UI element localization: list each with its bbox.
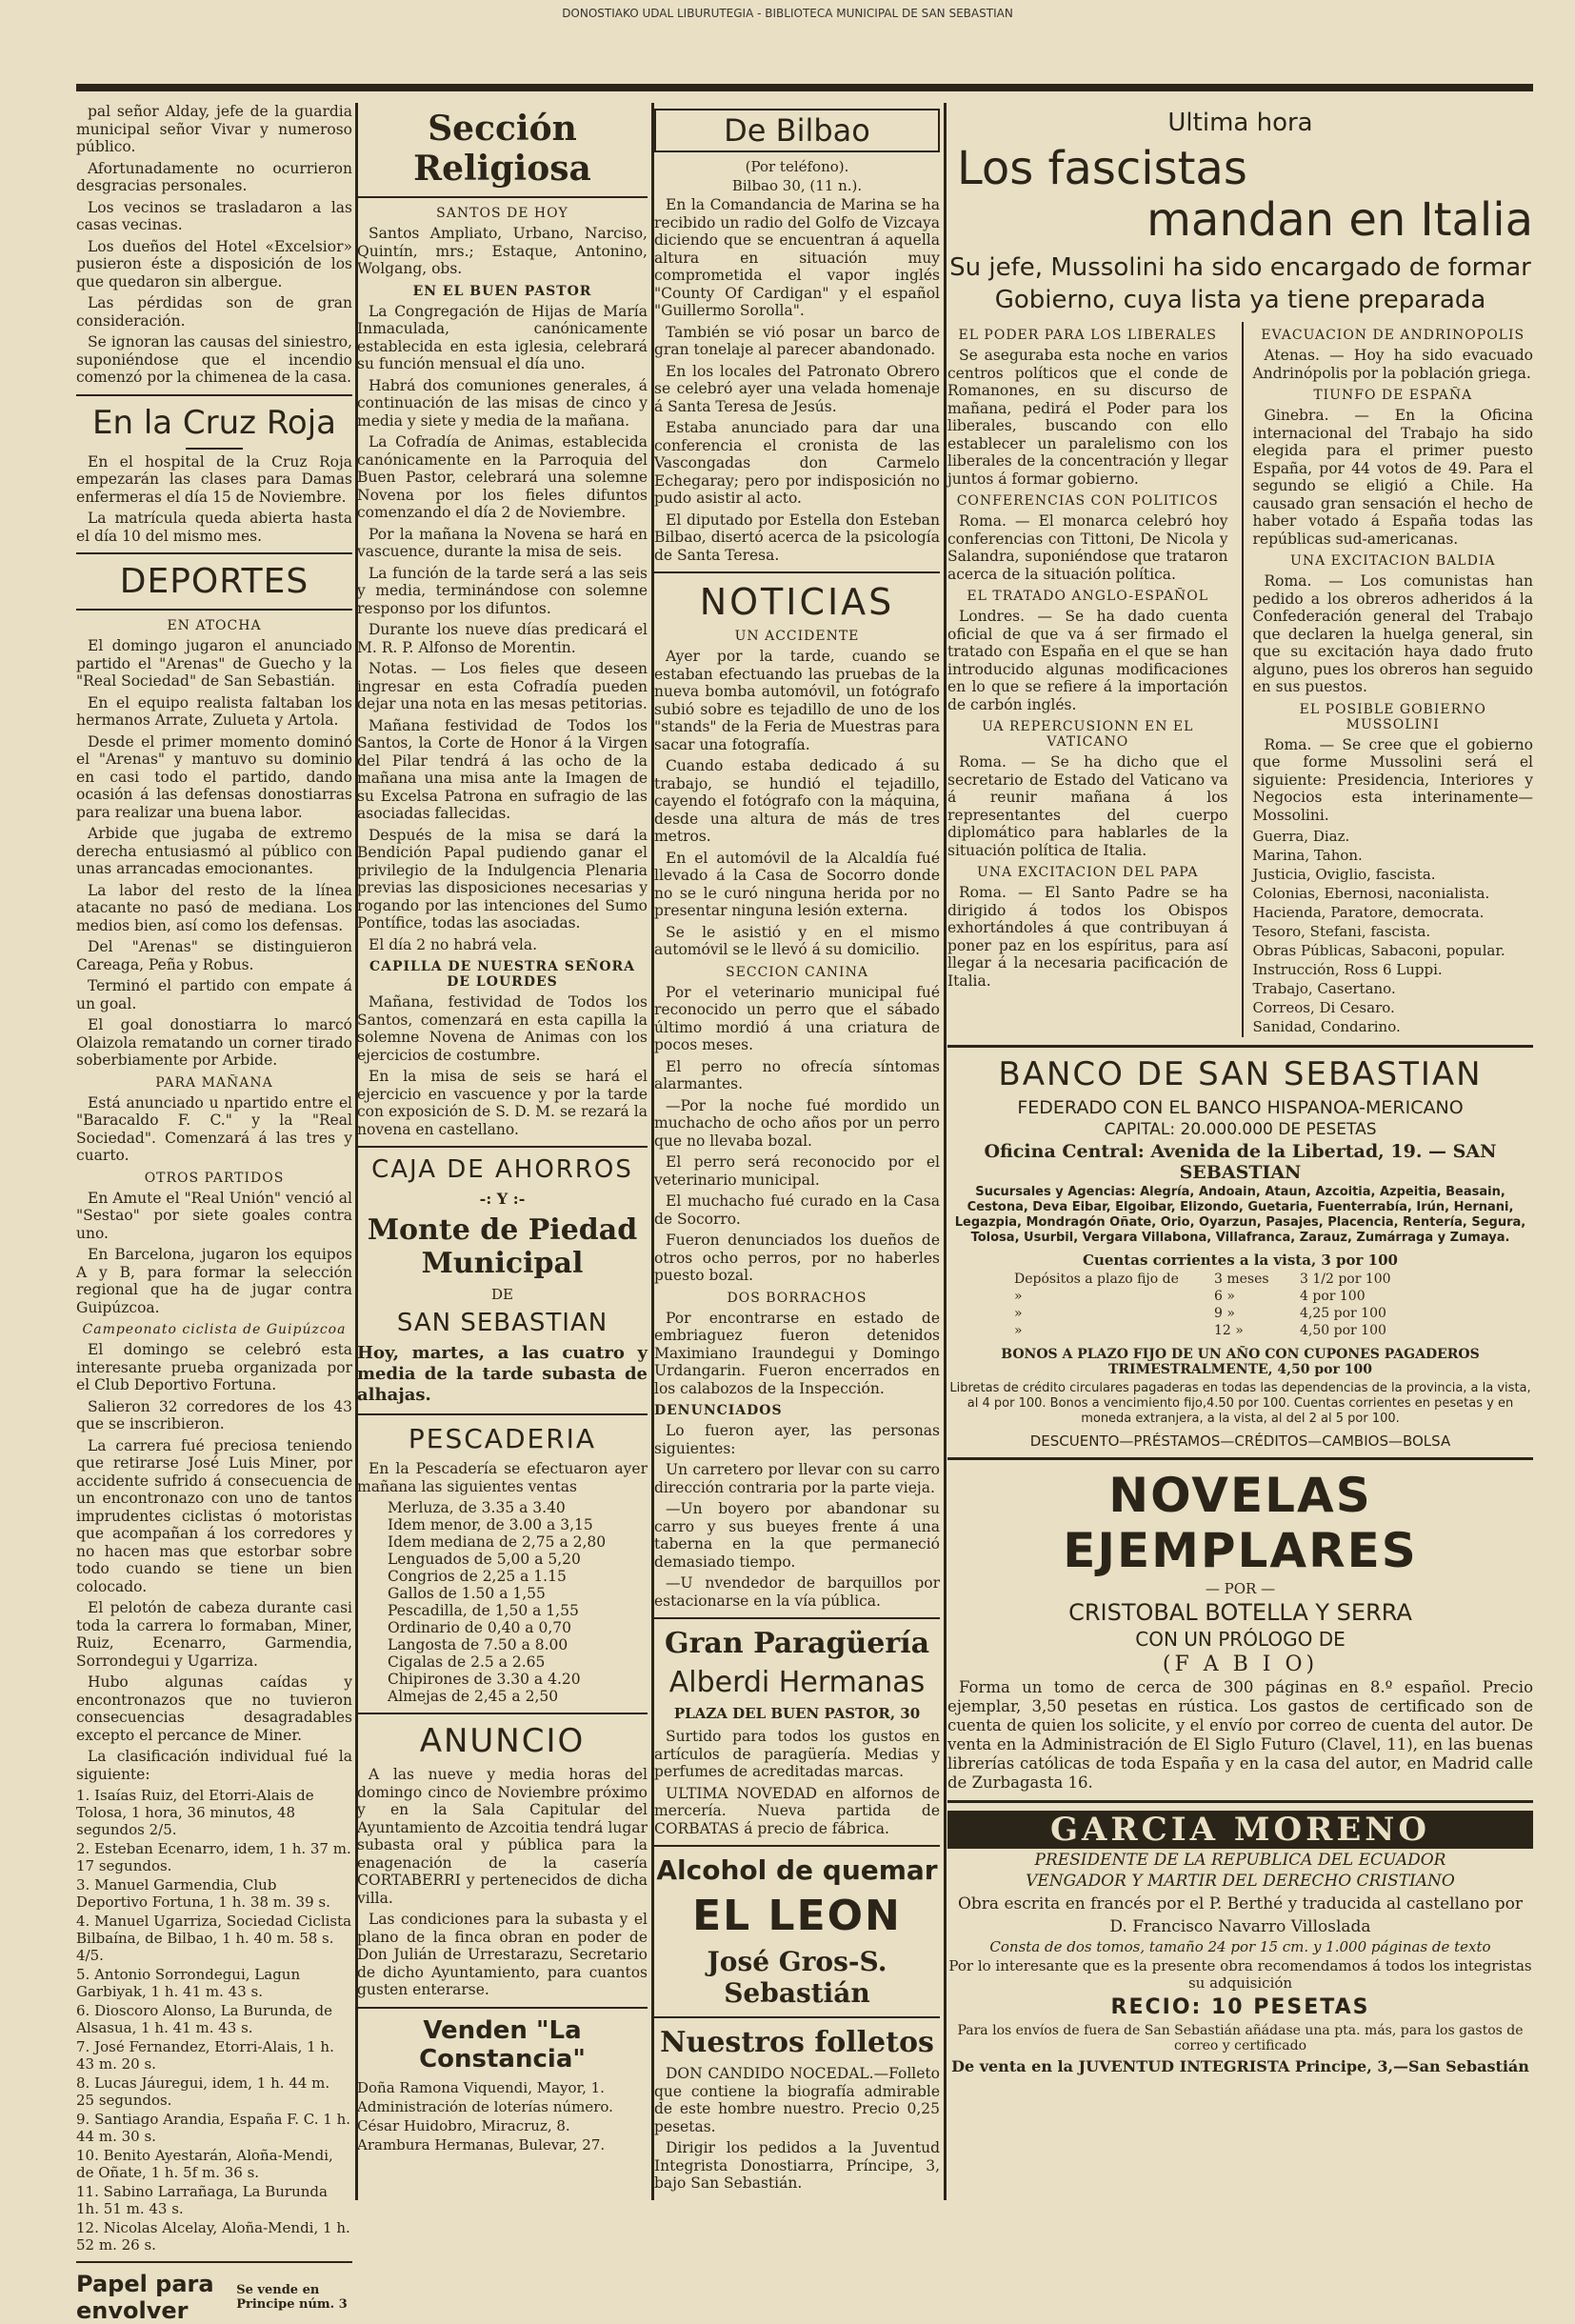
price-item: Idem mediana de 2,75 a 2,80	[388, 1533, 607, 1551]
novelas-title: NOVELAS EJEMPLARES	[1063, 1468, 1418, 1578]
rate-label: »	[1014, 1289, 1023, 1304]
divider	[357, 196, 648, 198]
monte-title: Monte de Piedad Municipal	[367, 1213, 638, 1280]
headline-1: Los fascistas	[957, 142, 1247, 195]
gobierno-item: Obras Públicas, Sabaconi, popular.	[1252, 942, 1505, 959]
paragraph: Por el veterinario municipal fué reconocido un perro que el sábado último mordió á una criatura de pocos meses.	[654, 983, 940, 1053]
capilla-head: CAPILLA DE NUESTRA SEÑORA DE LOURDES	[369, 959, 636, 990]
constancia-item: Administración de loterías número.	[357, 2097, 613, 2115]
pescaderia-title: PESCADERIA	[408, 1423, 597, 1454]
divider	[947, 1457, 1533, 1460]
divider	[357, 1146, 648, 1148]
paragraph: Afortunadamente no ocurrieron desgracias personales.	[76, 159, 352, 194]
top-rule	[76, 84, 1533, 91]
section-head: EVACUACION DE ANDRINOPOLIS	[1261, 328, 1525, 343]
paragraph: —Un boyero por abandonar su carro y sus bueyes frente á una taberna en la que permaneció demasiado tiempo.	[654, 1500, 940, 1571]
column-1	[76, 103, 352, 2324]
atocha-head: EN ATOCHA	[167, 618, 262, 633]
paragueria-addr: PLAZA DEL BUEN PASTOR, 30	[673, 1705, 921, 1722]
pastor-head: EN EL BUEN PASTOR	[412, 283, 592, 299]
cruz-roja-article	[76, 453, 352, 546]
accidente-head: UN ACCIDENTE	[734, 629, 860, 644]
bilbao-article	[654, 196, 940, 564]
paragraph: En Barcelona, jugaron los equipos A y B, para formar la selección regional que ha de jugar contra Guipúzcoa.	[76, 1246, 352, 1316]
monte-text: Hoy, martes, a las cuatro y media de la tarde subasta de alhajas.	[357, 1343, 648, 1405]
garcia-line6: Por lo interesante que es la presente obra recomendamos á todos los integristas su adquisición	[948, 1957, 1532, 1992]
paragraph: En el equipo realista faltaban los hermanos Arrate, Zulueta y Artola.	[76, 693, 352, 729]
capilla-article	[357, 993, 648, 1138]
ranking-item: 11. Sabino Larrañaga, La Burunda 1h. 51 m. 43 s.	[76, 2183, 328, 2217]
ranking-item: 3. Manuel Garmendia, Club Deportivo Fortuna, 1 h. 38 m. 39 s.	[76, 1876, 330, 1911]
paragraph: Desde el primer momento dominó el "Arenas" y mantuvo su dominio en casi todo el partido, dando ocasión á las defensas donostiarras para realizar una buena labor.	[76, 732, 352, 821]
section-text: Roma. — Los comunistas han pedido a los obreros adheridos á la Confederación general del Trabajo que declaren la huelga general, sin que su excitación haya dado fruto alguno, pues los obreros han seguido en sus puestos.	[1252, 572, 1533, 695]
rate-rate: 3 1/2 por 100	[1300, 1272, 1391, 1287]
section-head: EL POSIBLE GOBIERNO MUSSOLINI	[1299, 701, 1486, 732]
archive-header: DONOSTIAKO UDAL LIBURUTEGIA - BIBLIOTECA MUNICIPAL DE SAN SEBASTIAN	[562, 7, 1013, 20]
divider	[654, 1617, 940, 1619]
ultima-hora: Ultima hora	[1167, 109, 1313, 137]
paragraph: El perro no ofrecía síntomas alarmantes.	[654, 1057, 940, 1092]
paragraph: El domingo jugaron el anunciado partido el "Arenas" de Guecho y la "Real Sociedad" de San Sebastián.	[76, 637, 352, 690]
paragraph: En la Comandancia de Marina se ha recibido un radio del Golfo de Vizcaya diciendo que se encuentran á aquella altura en situación muy comprometida el vapor inglés "County Of Cardigan" y el español "Guillermo Sorolla".	[654, 196, 940, 319]
paragraph: El domingo se celebró esta interesante prueba organizada por el Club Deportivo Fortuna.	[76, 1341, 352, 1393]
rate-months: 12 »	[1214, 1323, 1244, 1338]
gobierno-list	[1253, 828, 1534, 1035]
gobierno-item: Guerra, Diaz.	[1252, 828, 1350, 845]
deportes-title: DEPORTES	[119, 562, 309, 601]
ranking-item: 12. Nicolas Alcelay, Aloña-Mendi, 1 h. 52 m. 26 s.	[76, 2219, 350, 2254]
paragueria-text: Surtido para todos los gustos en artículos de paragüería. Medias y perfumes de acreditadas marcas.	[654, 1728, 940, 1780]
banco-cuentas: Cuentas corrientes a la vista, 3 por 100	[1083, 1252, 1398, 1269]
otros-head: OTROS PARTIDOS	[144, 1170, 285, 1186]
paragraph: El diputado por Estella don Esteban Bilbao, disertó acerca de la psicología de Santa Teresa.	[654, 511, 940, 564]
banco-bonos: BONOS A PLAZO FIJO DE UN AÑO CON CUPONES PAGADEROS TRIMESTRALMENTE, 4,50 por 100	[1001, 1347, 1480, 1377]
paragraph: En los locales del Patronato Obrero se celebró ayer una velada homenaje á Santa Teresa de Jesús.	[654, 362, 940, 415]
paragraph: La Cofradía de Animas, establecida canónicamente en la Parroquia del Buen Pastor, celebrará una solemne Novena por los fieles difuntos comenzando el día 2 de Noviembre.	[357, 433, 648, 521]
bilbao-sub: (Por teléfono).	[745, 158, 849, 175]
paragueria-novedad: ULTIMA NOVEDAD en alfornos de mercería. Nueva partida de CORBATAS á precio de fábrica.	[654, 1784, 940, 1837]
gobierno-item: Sanidad, Condarino.	[1252, 1018, 1401, 1035]
anuncio-title: ANUNCIO	[419, 1722, 586, 1760]
gobierno-item: Marina, Tahon.	[1252, 847, 1363, 864]
ranking-item: 8. Lucas Jáuregui, idem, 1 h. 44 m. 25 segundos.	[76, 2074, 330, 2109]
paragraph: pal señor Alday, jefe de la guardia municipal señor Vivar y numeroso público.	[76, 103, 352, 155]
paragraph: Un carretero por llevar con su carro dirección contraria por la parte vieja.	[654, 1461, 940, 1496]
rate-rate: 4 por 100	[1300, 1289, 1366, 1304]
paragraph: Mañana festividad de Todos los Santos, la Corte de Honor á la Virgen del Pilar tendrá á las ocho de la mañana una misa ante la Imagen de su Excelsa Patrona en sufragio de las asociadas fallecidas.	[357, 716, 648, 822]
paragraph: Las pérdidas son de gran consideración.	[76, 294, 352, 330]
news-left	[947, 322, 1228, 1037]
paragraph: La función de la tarde será a las seis y media, terminándose con solemne responso por los difuntos.	[357, 564, 648, 617]
borrachos-head: DOS BORRACHOS	[727, 1290, 867, 1306]
paragraph: La clasificación individual fué la siguiente:	[76, 1748, 352, 1783]
bilbao-date: Bilbao 30, (11 n.).	[731, 177, 863, 194]
news-right-wrap	[1242, 322, 1534, 1037]
gobierno-item: Hacienda, Paratore, democrata.	[1252, 904, 1485, 921]
divider	[357, 1413, 648, 1415]
divider	[357, 2007, 648, 2009]
paragraph: El día 2 no habrá vela.	[369, 935, 538, 953]
manana-para: Está anunciado u npartido entre el "Baracaldo F. C." y la "Real Sociedad". Comenzará á las tres y cuarto.	[76, 1093, 352, 1164]
bilbao-title: De Bilbao	[654, 109, 940, 152]
novelas-fabio: (F A B I O)	[1162, 1653, 1319, 1676]
atocha-article	[76, 637, 352, 1070]
anuncio-article	[357, 1766, 648, 1999]
price-item: Pescadilla, de 1,50 a 1,55	[388, 1602, 579, 1619]
news-right	[1253, 328, 1534, 824]
paragraph: Los vecinos se trasladaron a las casas vecinas.	[76, 198, 352, 233]
banco-oficina: Oficina Central: Avenida de la Libertad, 19. — SAN SEBASTIAN	[984, 1141, 1497, 1183]
paragraph: Ayer por la tarde, cuando se estaban efectuando las pruebas de la nueva bomba automóvil, un fotógrafo subió sobre es tejadillo de uno de los "stands" de la Feria de Muestras para sacar una fotografía.	[654, 648, 940, 753]
constancia-title: Venden "La Constancia"	[419, 2015, 586, 2074]
paragraph: La labor del resto de la línea atacante no pasó de mediana. Los medios bien, así como los defensas.	[76, 881, 352, 934]
garcia-envios: Para los envíos de fuera de San Sebastián añádase una pta. más, para los gastos de correo y certificado	[957, 2023, 1524, 2054]
garcia-line2: VENGADOR Y MARTIR DEL DERECHO CRISTIANO	[1026, 1872, 1455, 1891]
column-3	[654, 103, 940, 2200]
noticias-title: NOTICIAS	[699, 581, 895, 623]
section-head: UNA EXCITACION BALDIA	[1290, 553, 1496, 569]
paragraph: Terminó el partido con empate á un goal.	[76, 977, 352, 1012]
column-4	[947, 103, 1533, 2200]
divider	[654, 1845, 940, 1847]
garcia-ad	[947, 1811, 1533, 2075]
banco-title: BANCO DE SAN SEBASTIAN	[998, 1055, 1483, 1093]
novelas-ad	[947, 1468, 1533, 1793]
ciclista-head: Campeonato ciclista de Guipúzcoa	[82, 1322, 347, 1337]
paragraph: La matrícula queda abierta hasta el día 10 del mismo mes.	[76, 510, 352, 545]
banco-sucursales: Sucursales y Agencias: Alegría, Andoain, Ataun, Azcoitia, Azpeitia, Beasain, Cestona, Deva Eibar, Elgoibar, Elizondo, Guetaria, Fuenterrabía, Irún, Hernani, Legazpia, Mondragón Oñate, Orio, Oyarzun, Pasajes, Placencia, Rentería, Segura, Tolosa, Usurbil, Vergara Villabona, Villafranca, Zarauz, Zumárraga y Zumaya.	[954, 1185, 1526, 1245]
garcia-title: GARCIA MORENO	[947, 1811, 1533, 1849]
santos-para: Santos Ampliato, Urbano, Narciso, Quintín, mrs.; Estaque, Antonino, Wolgang, obs.	[357, 225, 648, 277]
section-head: UNA EXCITACION DEL PAPA	[976, 865, 1199, 880]
denunciados-head: DENUNCIADOS	[654, 1403, 783, 1418]
paragraph: Los dueños del Hotel «Excelsior» pusieron éste a disposición de los que quedaron sin albergue.	[76, 237, 352, 290]
paragraph: El pelotón de cabeza durante casi toda la carrera lo formaban, Miner, Ruiz, Ecenarro, Garmendia, Sorrondegui y Ugarriza.	[76, 1599, 352, 1670]
section-head: EL PODER PARA LOS LIBERALES	[958, 328, 1218, 343]
ranking-item: 6. Dioscoro Alonso, La Burunda, de Alsasua, 1 h. 41 m. 43 s.	[76, 2002, 333, 2036]
price-item: Idem menor, de 3.00 a 3,15	[388, 1516, 593, 1533]
paragraph: El perro será reconocido por el veterinario municipal.	[654, 1153, 940, 1189]
manana-head: PARA MAÑANA	[155, 1074, 273, 1091]
santos-head: SANTOS DE HOY	[436, 206, 568, 221]
garcia-line5: Consta de dos tomos, tamaño 24 por 15 cm. y 1.000 páginas de texto	[989, 1938, 1491, 1955]
divider	[654, 2016, 940, 2018]
paragraph: Del "Arenas" se distinguieron Careaga, Peña y Robus.	[76, 938, 352, 973]
price-item: Almejas de 2,45 a 2,50	[388, 1688, 559, 1705]
pescaderia-intro: En la Pescadería se efectuaron ayer mañana las siguientes ventas	[357, 1460, 648, 1495]
news-columns	[947, 322, 1533, 1037]
rate-label: »	[1014, 1306, 1023, 1321]
gobierno-item: Justicia, Oviglio, fascista.	[1252, 866, 1436, 883]
borrachos-para: Por encontrarse en estado de embriaguez fueron detenidos Maximiano Iraundegui y Domingo Urdangarin. Fueron encerrados en los calabozos de la Inspección.	[654, 1309, 940, 1397]
rate-row	[1014, 1288, 1533, 1305]
paragraph: DON CANDIDO NOCEDAL.—Folleto que contiene la biografía admirable de este hombre nuestro. Precio 0,25 pesetas.	[654, 2065, 940, 2135]
rate-rate: 4,25 por 100	[1300, 1306, 1386, 1321]
paragraph: Las condiciones para la subasta y el plano de la finca obran en poder de Don Julián de Urrestarazu, Secretario de dicho Ayuntamiento, para cuantos gusten enterarse.	[357, 1911, 648, 1998]
price-list	[357, 1499, 648, 1705]
denunciados-article	[654, 1422, 940, 1610]
price-item: Langosta de 7.50 a 8.00	[388, 1636, 568, 1653]
section-text: Roma. — El monarca celebró hoy conferencias con Tittoni, De Nicola y Salandra, suponiéndose que trataron acerca de la situación política.	[947, 512, 1228, 583]
constancia-list	[357, 2079, 648, 2154]
subhead: Su jefe, Mussolini ha sido encargado de formar Gobierno, cuya lista ya tiene preparada	[949, 253, 1531, 314]
paragueria-name: Alberdi Hermanas	[668, 1666, 926, 1699]
price-item: Merluza, de 3.35 a 3.40	[388, 1499, 566, 1516]
divider	[186, 448, 243, 450]
gros-line: José Gros-S. Sebastián	[707, 1946, 887, 2009]
monte-city: SAN SEBASTIAN	[396, 1309, 608, 1337]
gobierno-item: Trabajo, Casertano.	[1252, 980, 1396, 997]
rate-months: 6 »	[1214, 1289, 1235, 1304]
divider	[76, 609, 352, 611]
paragraph: —Por la noche fué mordido un muchacho de ocho años por un perro que no llevaba bozal.	[654, 1096, 940, 1150]
section-head: CONFERENCIAS CON POLITICOS	[956, 493, 1219, 509]
banco-libretas: Libretas de crédito circulares pagaderas en todas las dependencias de la provincia, a la vista, al 4 por 100. Bonos a vencimiento fijo,4.50 por 100. Cuentas corrientes en pesetas y en moneda extranjera, a la vista, al del 2 al 5 por 100.	[949, 1381, 1531, 1426]
ranking-item: 9. Santiago Arandia, España F. C. 1 h. 44 m. 30 s.	[76, 2111, 351, 2145]
section-text: Roma. — Se ha dicho que el secretario de Estado del Vaticano va á reunir mañana á los representantes del cuerpo diplomático para hablarles de la situación política de Italia.	[947, 753, 1228, 859]
otros-article	[76, 1190, 352, 1317]
leon-brand: EL LEON	[692, 1892, 902, 1940]
paragraph: Notas. — Los fieles que deseen ingresar en esta Cofradía pueden dejar una nota en las mesas petitorias.	[357, 660, 648, 712]
paragraph: Lo fueron ayer, las personas siguientes:	[654, 1422, 940, 1457]
paragraph: Después de la misa se dará la Bendición Papal pudiendo ganar el privilegio de la Indulgencia Plenaria previas las disposiciones necesarias y rogando por las intenciones del Sumo Pontífice, todas las asociadas.	[357, 826, 648, 932]
caja-y: -: Y :-	[479, 1190, 526, 1208]
constancia-item: Doña Ramona Viquendi, Mayor, 1.	[357, 2078, 605, 2096]
ranking-item: 5. Antonio Sorrondegui, Lagun Garbiyak, 1 h. 41 m. 43 s.	[76, 1966, 301, 2000]
column-rule	[944, 103, 947, 2200]
ranking-item: 2. Esteban Ecenarro, idem, 1 h. 37 m. 17 segundos.	[76, 1840, 351, 1874]
gobierno-item: Correos, Di Cesaro.	[1252, 999, 1395, 1016]
papel-label: Papel para envolver	[76, 2271, 214, 2324]
divider	[76, 552, 352, 554]
banco-capital: CAPITAL: 20.000.000 DE PESETAS	[1104, 1120, 1377, 1139]
rate-row	[1014, 1271, 1533, 1288]
section-head: EL TRATADO ANGLO-ESPAÑOL	[967, 589, 1209, 604]
section-text: Se aseguraba esta noche en varios centros políticos que el conde de Romanones, en su discurso de mañana, pedirá el Poder para los liberales, buscando con ello establecer un paralelismo con los liberales de la concentración y llegar juntos á formar gobierno.	[947, 347, 1228, 488]
alcohol-line: Alcohol de quemar	[656, 1854, 938, 1886]
price-item: Ordinario de 0,40 a 0,70	[388, 1619, 571, 1636]
folletos-article	[654, 2065, 940, 2193]
headline-2: mandan en Italia	[1146, 193, 1533, 247]
price-item: Gallos de 1.50 a 1,55	[388, 1585, 546, 1602]
paragraph: Cuando estaba dedicado á su trabajo, se hundió el tejadillo, cayendo el fotógrafo con la máquina, desde una altura de más de tres metros.	[654, 757, 940, 845]
religiosa-title: Sección Religiosa	[413, 109, 591, 189]
monte-de: DE	[491, 1286, 513, 1303]
divider	[947, 1800, 1533, 1803]
paragraph: —U nvendedor de barquillos por estacionarse en la vía pública.	[654, 1574, 940, 1610]
divider	[654, 571, 940, 573]
divider	[76, 394, 352, 396]
gobierno-item: Instrucción, Ross 6 Luppi.	[1252, 961, 1443, 978]
canina-head: SECCION CANINA	[726, 964, 868, 980]
price-item: Cigalas de 2.5 a 2.65	[388, 1653, 546, 1671]
rate-label: Depósitos a plazo fijo de	[1014, 1272, 1179, 1287]
garcia-line1: PRESIDENTE DE LA REPUBLICA DEL ECUADOR	[1034, 1851, 1446, 1870]
section-text: Atenas. — Hoy ha sido evacuado Andrinópolis por la población griega.	[1252, 347, 1533, 382]
paragueria-title: Gran Paragüería	[664, 1627, 930, 1660]
divider	[947, 1045, 1533, 1048]
fire-report	[76, 103, 352, 387]
ranking-item: 4. Manuel Ugarriza, Sociedad Ciclista Bilbaína, de Bilbao, 1 h. 40 m. 58 s. 4/5.	[76, 1913, 352, 1964]
papel-ad	[76, 2271, 352, 2324]
section-text: Roma. — El Santo Padre se ha dirigido á todos los Obispos exhortándoles á que contribuyan á poner paz en los espíritus, para así llegar á la necesaria pacificación de Italia.	[947, 884, 1228, 990]
garcia-recio: RECIO: 10 PESETAS	[1110, 1995, 1370, 2019]
novelas-author: CRISTOBAL BOTELLA Y SERRA	[1068, 1599, 1412, 1626]
paragraph: Se ignoran las causas del siniestro, suponiéndose que el incendio comenzó por la chimenea de la casa.	[76, 333, 352, 386]
ranking-item: 7. José Fernandez, Etorri-Alais, 1 h. 43 m. 20 s.	[76, 2038, 334, 2073]
banco-ad	[947, 1055, 1533, 1450]
paragraph: También se vió posar un barco de gran tonelaje al parecer abandonado.	[654, 323, 940, 358]
section-text: Roma. — Se cree que el gobierno que forme Mussolini será el siguiente: Presidencia, Interiores y Negocios esta interinamente—Mossolini.	[1252, 735, 1533, 824]
gobierno-item: Colonias, Ebernosi, naconialista.	[1252, 885, 1490, 902]
novelas-text: Forma un tomo de cerca de 300 páginas en 8.º español. Precio ejemplar, 3,50 pesetas en rústica. Los gastos de certificado son de cuenta de quien los solicite, y el envío por correo de cuenta del autor. De venta en la Administración de El Siglo Futuro (Clavel, 11), en las buenas librerías católicas de toda España y en la casa del autor, en Madrid calle de Zurbagasta 16.	[947, 1678, 1533, 1792]
paragraph: Arbide que jugaba de extremo derecha entusiasmó al público con unas arrancadas emocionantes.	[76, 825, 352, 877]
paragraph: La carrera fué preciosa teniendo que retirarse José Luis Miner, por accidente sufrido á consecuencia de un encontronazo con uno de tantos imprudentes ciclistas ó motoristas que acompañan á los corredores y no hacen mas que estorbar sobre todo cuando se tiene un bien colocado.	[76, 1436, 352, 1595]
paragraph: En Amute el "Real Unión" venció al "Sestao" por siete goales contra uno.	[76, 1189, 352, 1242]
banco-servicios: DESCUENTO—PRÉSTAMOS—CRÉDITOS—CAMBIOS—BOLSA	[1029, 1432, 1451, 1450]
paragraph: Fueron denunciados los dueños de otros ocho perros, por no haberles puesto bozal.	[654, 1232, 940, 1284]
section-text: Ginebra. — En la Oficina internacional del Trabajo ha sido elegida para el primer puesto España, por 44 votos de 49. Para el segundo se eligió a Chile. Ha causado gran sensación el hecho de haber votado á España todas las repúblicas sud-americanas.	[1252, 407, 1533, 548]
paragraph: Estaba anunciado para dar una conferencia el cronista de las Vascongadas don Carmelo Echegaray; pero por indisposición no pudo asistir al acto.	[654, 419, 940, 507]
canina-article	[654, 984, 940, 1285]
paragraph: Habrá dos comuniones generales, á continuación de las misas de cinco y media y siete y media de la mañana.	[357, 376, 648, 430]
ciclista-article	[76, 1341, 352, 1783]
constancia-item: César Huidobro, Miracruz, 8.	[357, 2116, 570, 2134]
garcia-venta: De venta en la JUVENTUD INTEGRISTA Principe, 3,—San Sebastián	[951, 2057, 1529, 2075]
cruz-roja-title: En la Cruz Roja	[91, 403, 337, 442]
paragraph: Mañana, festividad de Todos los Santos, comenzará en esta capilla la solemne Novena de Animas con los ejercicios de costumbre.	[357, 993, 648, 1064]
rate-months: 9 »	[1214, 1306, 1235, 1321]
column-2	[357, 103, 648, 2200]
divider	[76, 2261, 352, 2263]
banco-federado: FEDERADO CON EL BANCO HISPANOA-MERICANO	[1017, 1097, 1464, 1118]
paragraph: Durante los nueve días predicará el M. R. P. Alfonso de Morentin.	[357, 621, 648, 656]
paragraph: Salieron 32 corredores de los 43 que se inscribieron.	[76, 1397, 352, 1432]
divider	[357, 1713, 648, 1714]
section-text: Londres. — Se ha dado cuenta oficial de que va á ser firmado el tratado con España en el que se han introducido algunas modificaciones en lo que se refiere á la importación de carbón inglés.	[947, 608, 1228, 713]
garcia-line3: Obra escrita en francés por el P. Berthé y traducida al castellano por	[957, 1894, 1524, 1913]
price-item: Congrios de 2,25 a 1.15	[388, 1568, 567, 1585]
rate-row	[1014, 1322, 1533, 1339]
price-item: Chipirones de 3.30 a 4.20	[388, 1671, 581, 1688]
paragraph: La Congregación de Hijas de María Inmaculada, canónicamente establecida en esta iglesia, celebrará su función mensual el día uno.	[357, 302, 648, 372]
paragraph: En el hospital de la Cruz Roja empezarán las clases para Damas enfermeras el día 15 de Noviembre.	[76, 452, 352, 506]
section-head: UA REPERCUSIONN EN EL VATICANO	[982, 719, 1194, 750]
gobierno-item: Tesoro, Stefani, fascista.	[1252, 923, 1431, 940]
paragraph: El muchacho fué curado en la Casa de Socorro.	[654, 1192, 940, 1228]
paragraph: Por la mañana la Novena se hará en vascuence, durante la misa de seis.	[357, 525, 648, 560]
novelas-por: — POR —	[1205, 1580, 1276, 1597]
rate-months: 3 meses	[1214, 1272, 1269, 1287]
paragraph: En el automóvil de la Alcaldía fué llevado á la Casa de Socorro donde no se le curó ninguna herida por no presentar ninguna lesión externa.	[654, 849, 940, 919]
papel-note: Se vende en Principe núm. 3	[236, 2283, 348, 2312]
rate-row	[1014, 1305, 1533, 1322]
paragraph: El goal donostiarra lo marcó Olaizola rematando un corner tirado soberbiamente por Arbide.	[76, 1016, 352, 1069]
folletos-title: Nuestros folletos	[660, 2026, 934, 2059]
rate-rate: 4,50 por 100	[1300, 1323, 1386, 1338]
constancia-item: Arambura Hermanas, Bulevar, 27.	[357, 2135, 606, 2154]
ranking-list	[76, 1787, 352, 2254]
paragraph: A las nueve y media horas del domingo cinco de Noviembre próximo y en la Sala Capitular del Ayuntamiento de Azcoitia tendrá lugar subasta oral y pública para la enagenación de la casería CORTABERRI y pertenecidos de dicha villa.	[357, 1766, 648, 1907]
novelas-prologo: CON UN PRÓLOGO DE	[1135, 1628, 1346, 1651]
paragraph: En la misa de seis se hará el ejercicio en vascuence y por la tarde con exposición de S. D. M. se rezará la novena en castellano.	[357, 1068, 648, 1138]
rate-label: »	[1014, 1323, 1023, 1338]
pastor-article	[357, 303, 648, 954]
accidente-article	[654, 648, 940, 959]
garcia-line4: D. Francisco Navarro Villoslada	[1109, 1917, 1371, 1936]
rates-table	[947, 1271, 1533, 1339]
paragraph: Se le asistió y en el mismo automóvil se le llevó á su domicilio.	[654, 923, 940, 958]
caja-title: CAJA DE AHORROS	[371, 1155, 633, 1184]
paragraph: Hubo algunas caídas y encontronazos que no tuvieron consecuencias desagradables excepto el percance de Miner.	[76, 1673, 352, 1744]
section-head: TIUNFO DE ESPAÑA	[1313, 388, 1473, 403]
price-item: Lenguados de 5,00 a 5,20	[388, 1551, 581, 1568]
ranking-item: 1. Isaías Ruiz, del Etorri-Alais de Tolosa, 1 hora, 36 minutos, 48 segundos 2/5.	[76, 1787, 314, 1838]
paragraph: Dirigir los pedidos a la Juventud Integrista Donostiarra, Príncipe, 3, bajo San Sebastián.	[654, 2139, 940, 2192]
ranking-item: 10. Benito Ayestarán, Aloña-Mendi, de Oñate, 1 h. 5f m. 36 s.	[76, 2147, 333, 2181]
